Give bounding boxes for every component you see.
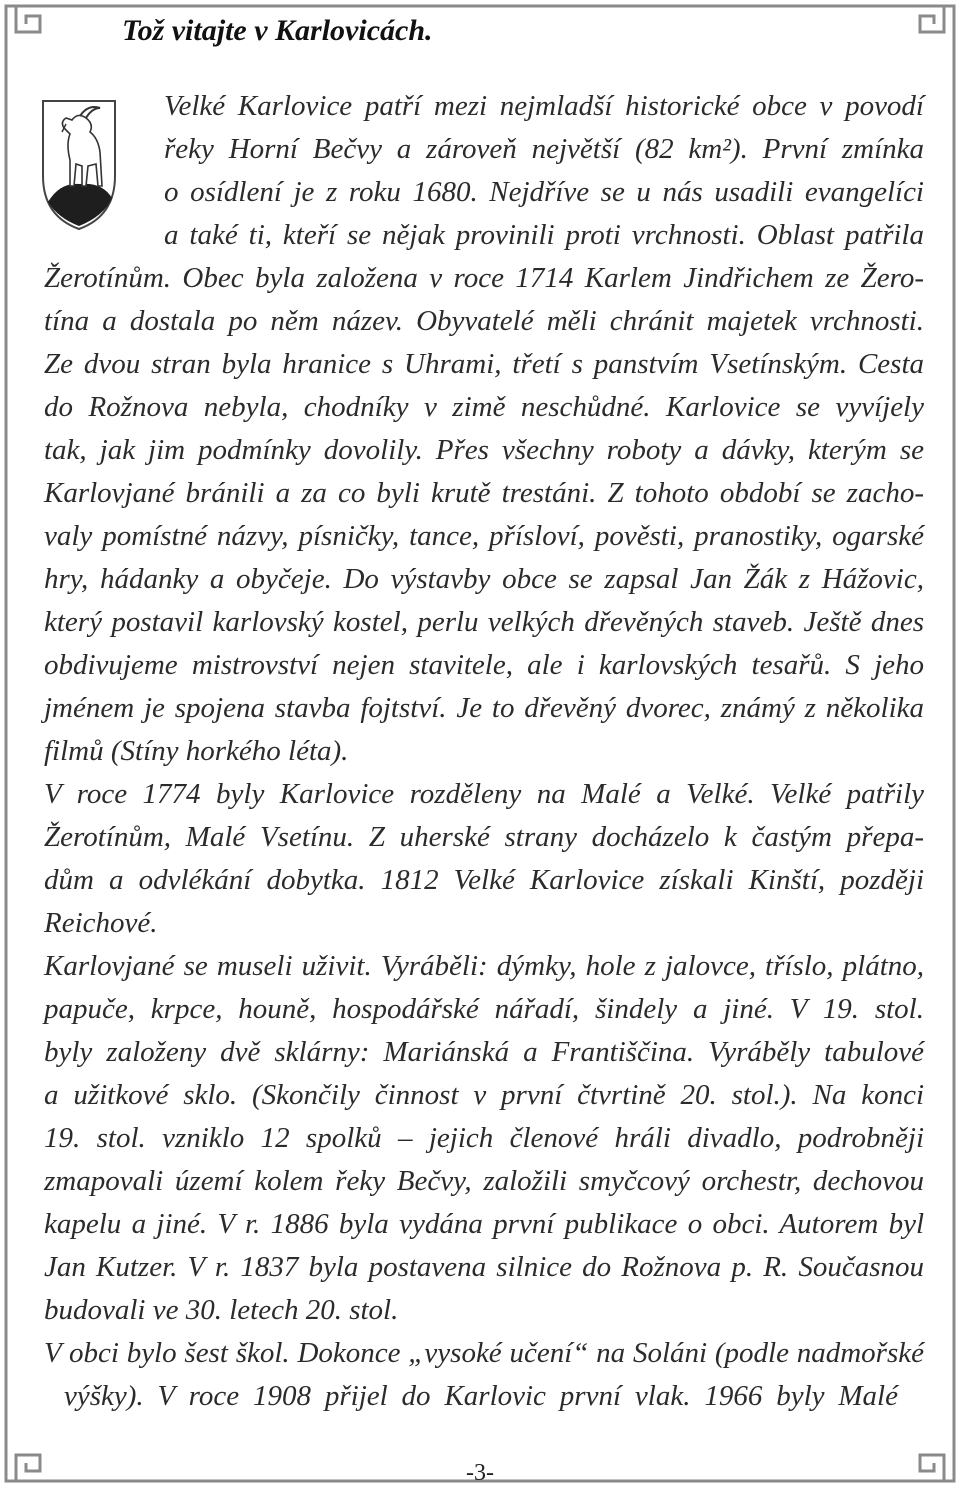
text-line: Velké Karlovice patří mezi nejmladší historické obce v povodí	[164, 90, 924, 122]
text-line: budovali ve 30. letech 20. stol.	[44, 1294, 399, 1326]
text-line: Jan Kutzer. V r. 1837 byla postavena silnice do Rožnova p. R. Současnou	[44, 1251, 924, 1283]
text-line: kapelu a jiné. V r. 1886 byla vydána první publikace o obci. Autorem byl	[44, 1208, 924, 1240]
text-line: valy pomístné názvy, písničky, tance, přísloví, pověsti, pranostiky, ogarské	[44, 520, 924, 552]
text-line: obdivujeme mistrovství nejen stavitele, ale i karlovských tesařů. S jeho	[44, 649, 924, 681]
coat-of-arms-goat-icon	[40, 98, 118, 232]
text-line: Žerotínům. Obec byla založena v roce 1714 Karlem Jindřichem ze Žero-	[44, 262, 924, 294]
text-line: hry, hádanky a obyčeje. Do výstavby obce se zapsal Jan Žák z Hážovic,	[44, 563, 924, 595]
text-line: V roce 1774 byly Karlovice rozděleny na Malé a Velké. Velké patřily	[44, 778, 924, 810]
text-line: 19. stol. vzniklo 12 spolků – jejich členové hráli divadlo, podrobněji	[44, 1122, 924, 1154]
text-line: a také ti, kteří se nějak provinili proti vrchnosti. Oblast patřila	[164, 219, 924, 251]
text-line: papuče, krpce, houně, hospodářské nářadí, šindely a jiné. V 19. stol.	[44, 993, 924, 1025]
text-line: tak, jak jim podmínky dovolily. Přes všechny roboty a dávky, kterým se	[44, 434, 924, 466]
text-line: Karlovjané bránili a za co byli krutě trestáni. Z tohoto období se zacho-	[44, 477, 924, 509]
page-number: -3-	[466, 1460, 494, 1486]
text-line: do Rožnova nebyla, chodníky v zimě neschůdné. Karlovice se vyvíjely	[44, 391, 924, 423]
text-line: zmapovali území kolem řeky Bečvy, založili smyčcový orchestr, dechovou	[44, 1165, 924, 1197]
text-line: Žerotínům, Malé Vsetínu. Z uherské strany docházelo k častým přepa-	[44, 821, 924, 853]
text-line: který postavil karlovský kostel, perlu velkých dřevěných staveb. Ještě dnes	[44, 606, 924, 638]
text-line: tína a dostala po něm název. Obyvatelé měli chránit majetek vrchnosti.	[44, 305, 924, 337]
text-line: Ze dvou stran byla hranice s Uhrami, třetí s panstvím Vsetínským. Cesta	[44, 348, 924, 380]
text-line: výšky). V roce 1908 přijel do Karlovic první vlak. 1966 byly Malé	[64, 1380, 898, 1412]
text-line: jménem je spojena stavba fojtství. Je to dřevěný dvorec, známý z několika	[44, 692, 924, 724]
text-line: a užitkové sklo. (Skončily činnost v první čtvrtině 20. stol.). Na konci	[44, 1079, 924, 1111]
text-line: filmů (Stíny horkého léta).	[44, 735, 349, 767]
text-line: byly založeny dvě sklárny: Mariánská a Františčina. Vyráběly tabulové	[44, 1036, 924, 1068]
text-line: o osídlení je z roku 1680. Nejdříve se u nás usadili evangelíci	[164, 176, 924, 208]
text-line: řeky Horní Bečvy a zároveň největší (82 km²). První zmínka	[164, 133, 924, 165]
page-heading: Tož vitajte v Karlovicách.	[122, 14, 433, 47]
text-line: V obci bylo šest škol. Dokonce „vysoké učení“ na Soláni (podle nadmořské	[44, 1337, 924, 1369]
text-line: Karlovjané se museli uživit. Vyráběli: dýmky, hole z jalovce, tříslo, plátno,	[44, 950, 924, 982]
text-line: Reichové.	[44, 907, 158, 939]
text-line: dům a odvlékání dobytka. 1812 Velké Karlovice získali Kinští, později	[44, 864, 924, 896]
